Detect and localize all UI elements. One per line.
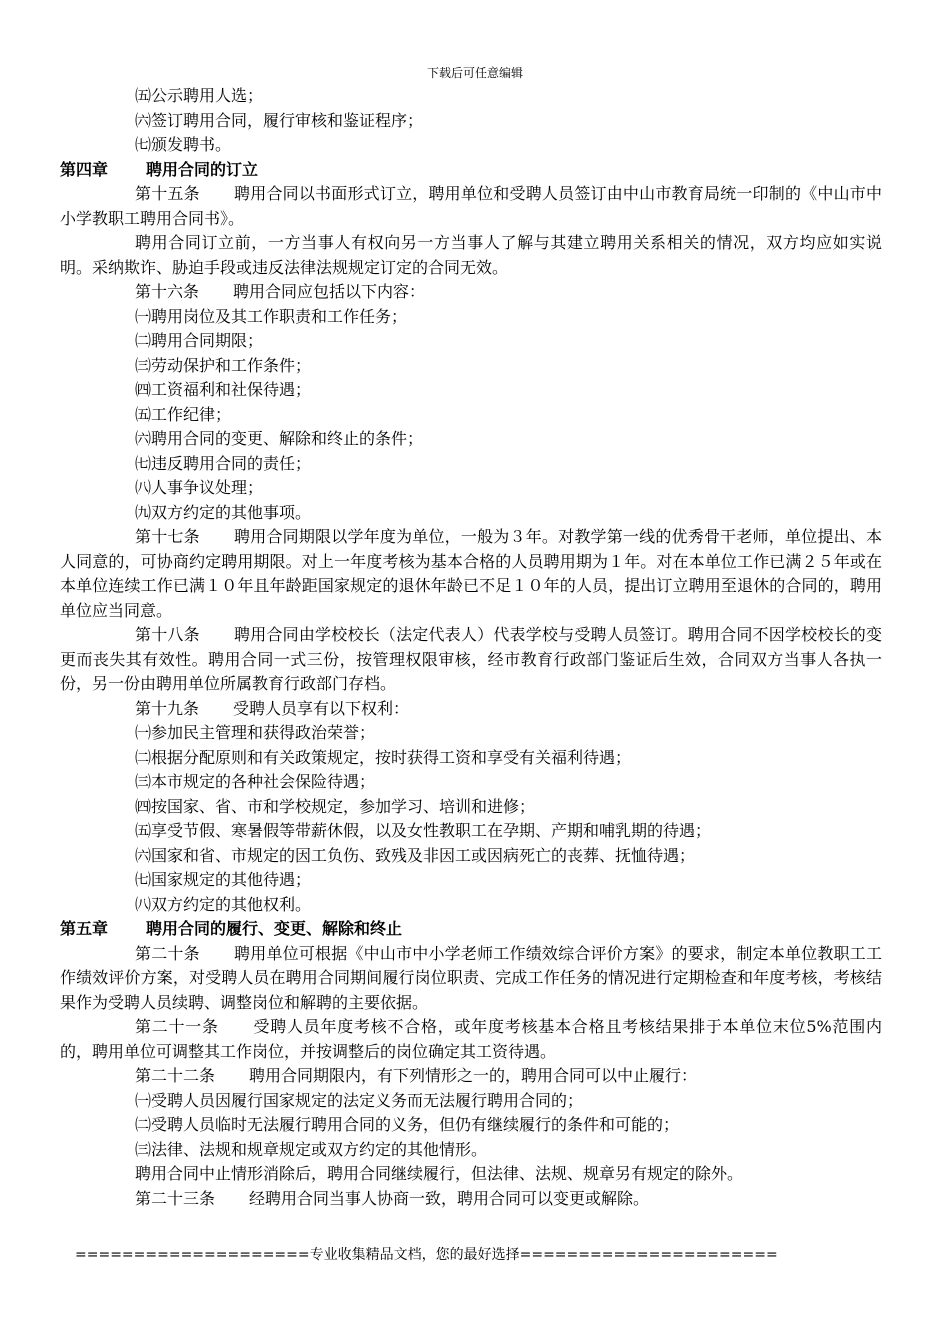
list-item: ㈡聘用合同期限； — [135, 331, 264, 350]
chapter-heading-4 — [60, 158, 882, 183]
list-item: ㈧双方约定的其他权利。 — [135, 894, 312, 914]
list-item: ㈠参加民主管理和获得政治荣誉； — [135, 723, 376, 742]
list-item: ㈤享受节假、寒暑假等带薪休假，以及女性教职工在孕期、产期和哺乳期的待遇； — [135, 821, 712, 840]
list-item: ㈢本市规定的各种社会保险待遇； — [135, 772, 376, 791]
article-number: 第十八条 — [135, 625, 200, 644]
article-22 — [60, 1064, 882, 1089]
page-header: 下载后可任意编辑 — [426, 66, 523, 80]
article-text: 聘用合同应包括以下内容： — [233, 282, 426, 301]
list-item: ㈥国家和省、市规定的因工负伤、致残及非因工或因病死亡的丧葬、抚恤待遇； — [135, 845, 696, 865]
article-number: 第二十一条 — [135, 1017, 219, 1036]
article-23 — [60, 1187, 882, 1212]
list-item: ㈤公示聘用人选； — [135, 86, 264, 105]
list-item: ㈣工资福利和社保待遇； — [135, 380, 312, 399]
list-item: ㈥签订聘用合同，履行审核和鉴证程序； — [135, 110, 424, 130]
article-20 — [60, 942, 882, 1016]
list-item: ㈤工作纪律； — [135, 404, 232, 424]
list-item: ㈧人事争议处理； — [135, 478, 264, 497]
article-text: 经聘用合同当事人协商一致，聘用合同可以变更或解除。 — [249, 1188, 650, 1208]
article-text: 聘用单位可根据《中山市中小学老师工作绩效综合评价方案》的要求，制定本单位教职工工作绩效评价方案，对受聘人员在聘用合同期间履行岗位职责、完成工作任务的情况进行定期检查和年度考核，考核结果作为受聘人员续聘、调整岗位和解聘的主要依据。 — [60, 943, 882, 1012]
list-item: ㈦违反聘用合同的责任； — [135, 453, 312, 473]
chapter-title: 聘用合同的履行、变更、解除和终止 — [146, 919, 403, 938]
list-item: ㈠聘用岗位及其工作职责和工作任务； — [135, 306, 408, 326]
article-number: 第十七条 — [135, 527, 200, 546]
article-text: 受聘人员年度考核不合格，或年度考核基本合格且考核结果排于本单位末位5%范围内的，聘用单位可调整其工作岗位，并按调整后的岗位确定其工资待遇。 — [60, 1017, 882, 1061]
article-text: 受聘人员享有以下权利： — [233, 698, 410, 718]
paragraph: 聘用合同订立前，一方当事人有权向另一方当事人了解与其建立聘用关系相关的情况，双方均应如实说明。采纳欺诈、胁迫手段或违反法律法规规定订定的合同无效。 — [60, 233, 882, 277]
list-item: ㈣按国家、省、市和学校规定，参加学习、培训和进修； — [135, 796, 536, 816]
list-item: ㈢法律、法规和规章规定或双方约定的其他情形。 — [135, 1139, 488, 1159]
article-number: 第十六条 — [135, 282, 200, 301]
list-item: ㈨双方约定的其他事项。 — [135, 502, 312, 522]
page-footer: ====================专业收集精品文档，您的最好选择====================== — [75, 1247, 778, 1263]
chapter-number: 第四章 — [60, 159, 109, 179]
article-number: 第二十条 — [135, 943, 200, 963]
article-16 — [60, 280, 882, 305]
chapter-heading-5 — [60, 917, 882, 942]
article-number: 第十五条 — [135, 184, 200, 203]
article-text: 聘用合同由学校校长（法定代表人）代表学校与受聘人员签订。聘用合同不因学校校长的变更而丧失其有效性。聘用合同一式三份，按管理权限审核，经市教育行政部门鉴证后生效，合同双方当事人各执一份，另一份由聘用单位所属教育行政部门存档。 — [60, 625, 882, 693]
article-text: 聘用合同期限内，有下列情形之一的，聘用合同可以中止履行： — [249, 1066, 698, 1085]
article-19 — [60, 697, 882, 722]
list-item: ㈢劳动保护和工作条件； — [135, 355, 312, 375]
article-15 — [60, 182, 882, 231]
article-number: 第二十二条 — [135, 1066, 216, 1085]
list-item: ㈦国家规定的其他待遇； — [135, 870, 312, 889]
article-18 — [60, 623, 882, 697]
article-number: 第二十三条 — [135, 1188, 216, 1208]
list-item: ㈡受聘人员临时无法履行聘用合同的义务，但仍有继续履行的条件和可能的； — [135, 1115, 680, 1134]
article-text: 聘用合同期限以学年度为单位，一般为３年。对教学第一线的优秀骨干老师，单位提出、本人同意的，可协商约定聘用期限。对上一年度考核为基本合格的人员聘用期为１年。对在本单位工作已满２５年或在本单位连续工作已满１０年且年龄距国家规定的退休年龄已不足１０年的人员，提出订立聘用至退休的合同的，聘用单位应当同意。 — [60, 527, 882, 620]
article-number: 第十九条 — [135, 698, 200, 718]
paragraph: 聘用合同中止情形消除后，聘用合同继续履行，但法律、法规、规章另有规定的除外。 — [135, 1164, 744, 1183]
list-item: ㈥聘用合同的变更、解除和终止的条件； — [135, 429, 424, 448]
list-item: ㈠受聘人员因履行国家规定的法定义务而无法履行聘用合同的； — [135, 1090, 584, 1110]
article-17 — [60, 525, 882, 623]
article-21 — [60, 1015, 882, 1064]
list-item: ㈦颁发聘书。 — [135, 135, 232, 154]
article-text: 聘用合同以书面形式订立，聘用单位和受聘人员签订由中山市教育局统一印制的《中山市中小学教职工聘用合同书》。 — [60, 184, 882, 228]
chapter-title: 聘用合同的订立 — [146, 159, 259, 179]
chapter-number: 第五章 — [60, 919, 109, 938]
document-body — [60, 84, 882, 1211]
list-item: ㈡根据分配原则和有关政策规定，按时获得工资和享受有关福利待遇； — [135, 747, 632, 767]
